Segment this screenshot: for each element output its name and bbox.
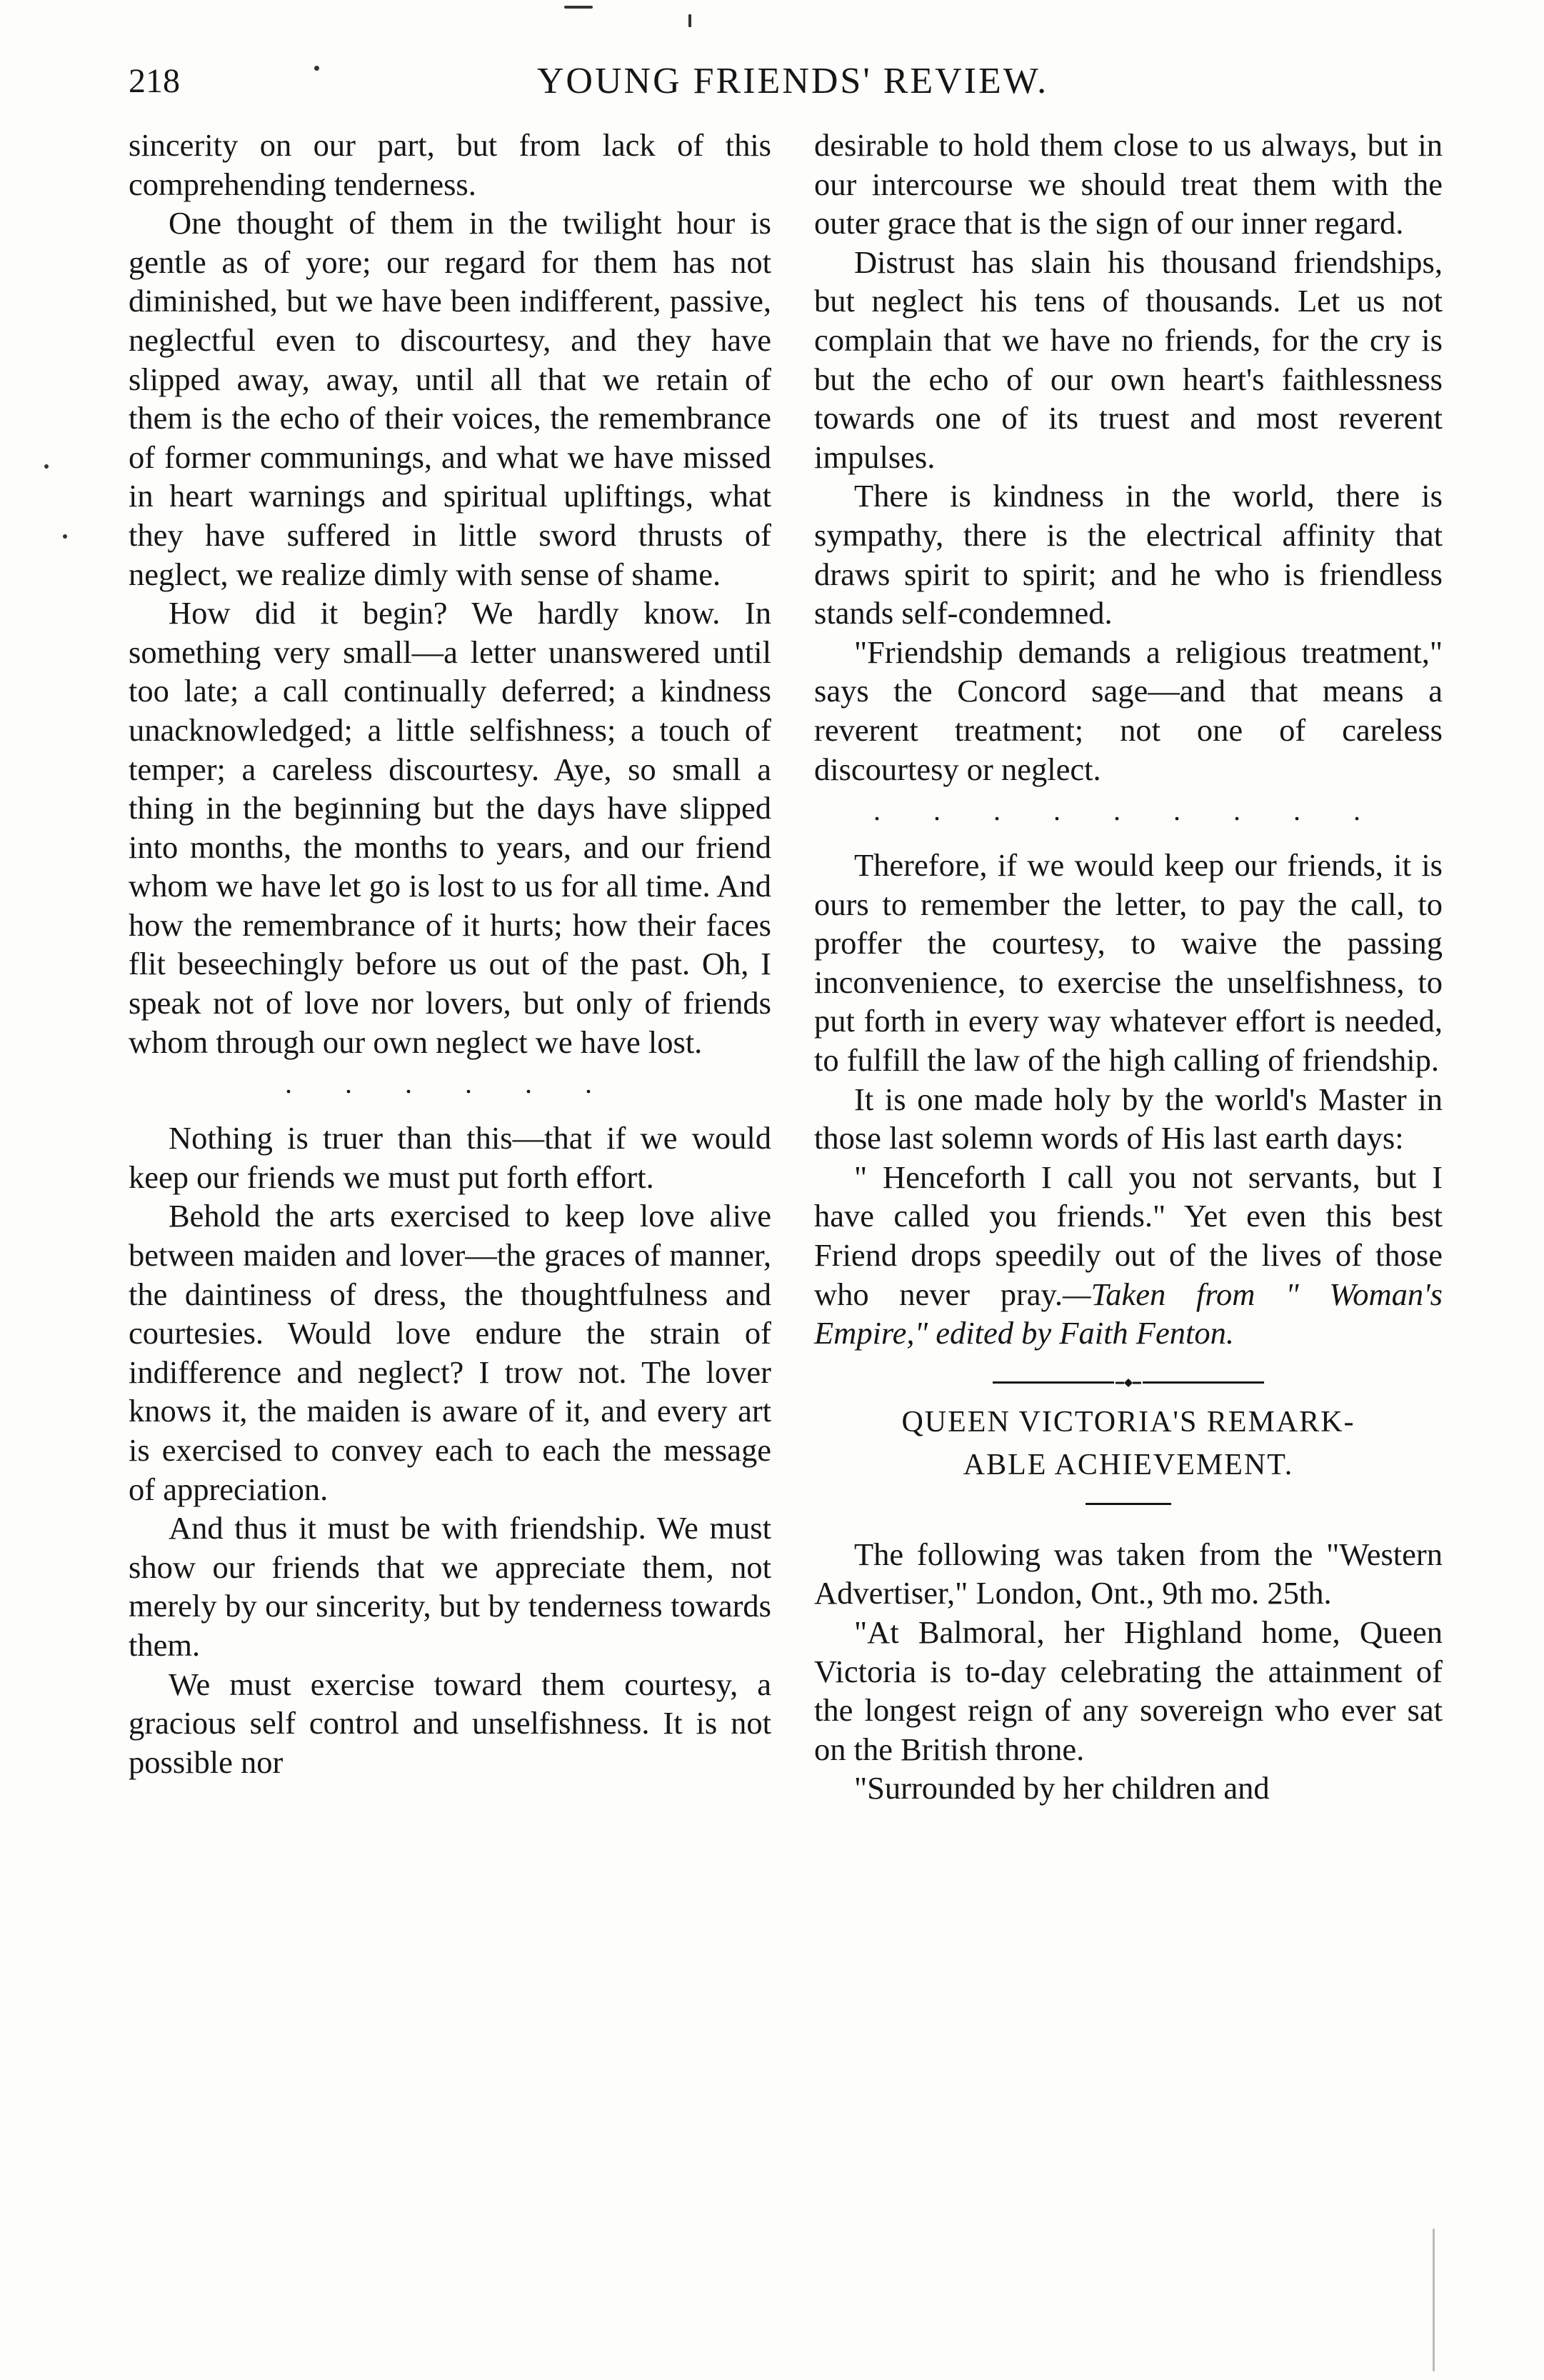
title-rule: [1086, 1503, 1171, 1505]
ornament-icon: [1114, 1376, 1143, 1389]
paragraph: desirable to hold them close to us always, but in our intercourse we should treat them with the outer grace that is the sign of our inner regard.: [814, 127, 1443, 241]
paragraph: One thought of them in the twilight hour is gentle as of yore; our regard for them has not diminished, but we have been indifferent, passive, neglectful even to discourtesy, and they have slipped away, away, until all that we retain of them is the echo of their voices, the remembrance of former communings, and what we have missed in heart warnings and spiritual upliftings, what they have suffered in little sword thrusts of neglect, we realize dimly with sense of shame.: [129, 205, 771, 592]
paragraph: The following was taken from the "Western Advertiser," London, Ont., 9th mo. 25th.: [814, 1536, 1443, 1611]
left-column: [129, 126, 771, 1781]
paragraph: [814, 1158, 1443, 1353]
paragraph: How did it begin? We hardly know. In something very small—a letter unanswered until too late; a call continually deferred; a kindness unacknowledged; a little selfishness; a touch of temper; a careless discourtesy. Aye, so small a thing in the beginning but the days have slipped into months, the months to years, and our friend whom we have let go is lost to us for all time. And how the remembrance of it hurts; how their faces flit beseechingly before us out of the past. Oh, I speak not of love nor lovers, but only of friends whom through our own neglect we have lost.: [129, 595, 771, 1060]
paragraph: And thus it must be with friendship. We must show our friends that we appreciate them, not merely by our sincerity, but by tenderness towards them.: [129, 1510, 771, 1663]
paragraph: There is kindness in the world, there is sympathy, there is the electrical affinity that draws spirit to spirit; and he who is friendless stands self-condemned.: [814, 478, 1443, 631]
scan-speck: [1433, 2229, 1435, 2371]
paragraph: We must exercise toward them courtesy, a gracious self control and unselfishness. It is not possible nor: [129, 1666, 771, 1780]
paragraph: sincerity on our part, but from lack of this comprehending tenderness.: [129, 127, 771, 202]
paragraph: Nothing is truer than this—that if we would keep our friends we must put forth effort.: [129, 1120, 771, 1195]
section-title-line-2: ABLE ACHIEVEMENT.: [963, 1448, 1294, 1481]
scan-speck: [564, 6, 593, 9]
attribution: —Taken from " Woman's Empire," edited by Faith Fenton.: [814, 1276, 1443, 1351]
section-dots: . . . . . .: [285, 1067, 615, 1100]
right-column: [814, 126, 1443, 1808]
paragraph: "At Balmoral, her Highland home, Queen Victoria is to-day celebrating the attainment of the longest reign of any sovereign who ever sat on the British throne.: [814, 1614, 1443, 1767]
section-dots: . . . . . . . . .: [873, 794, 1383, 827]
paragraph: It is one made holy by the world's Master in those last solemn words of His last earth days:: [814, 1081, 1443, 1156]
scan-speck: [63, 534, 67, 539]
scan-speck: [44, 464, 49, 469]
paragraph: "Surrounded by her children and: [854, 1770, 1270, 1806]
quotation-text: " Henceforth I call you not servants, but I have called you friends." Yet even this best Friend drops speedily out of the lives of those who never pray.: [814, 1159, 1443, 1312]
paragraph: Distrust has slain his thousand friendships, but neglect his tens of thousands. Let us not complain that we have no friends, for the cry is but the echo of our own heart's faithlessness towards one of its truest and most reverent impulses.: [814, 244, 1443, 475]
section-title-line-1: QUEEN VICTORIA'S REMARK-: [901, 1405, 1355, 1439]
paragraph: Behold the arts exercised to keep love alive between maiden and lover—the graces of manner, the daintiness of dress, the thoughtfulness and courtesies. Would love endure the strain of indifference and neglect? I trow not. The lover knows it, the maiden is aware of it, and every art is exercised to convey each to each the message of appreciation.: [129, 1198, 771, 1507]
running-title: YOUNG FRIENDS' REVIEW.: [536, 61, 1049, 101]
paragraph: "Friendship demands a religious treatment," says the Concord sage—and that means a reverent treatment; not one of careless discourtesy or neglect.: [814, 634, 1443, 787]
paragraph: Therefore, if we would keep our friends, it is ours to remember the letter, to pay the call, to proffer the courtesy, to waive the passing inconvenience, to exercise the unselfishness, to put forth in every way whatever effort is needed, to fulfill the law of the high calling of friendship.: [814, 847, 1443, 1079]
page-header: [129, 56, 1457, 113]
page-number: 218: [129, 62, 180, 100]
scan-speck: [688, 14, 691, 27]
ornamental-rule: [993, 1374, 1264, 1391]
